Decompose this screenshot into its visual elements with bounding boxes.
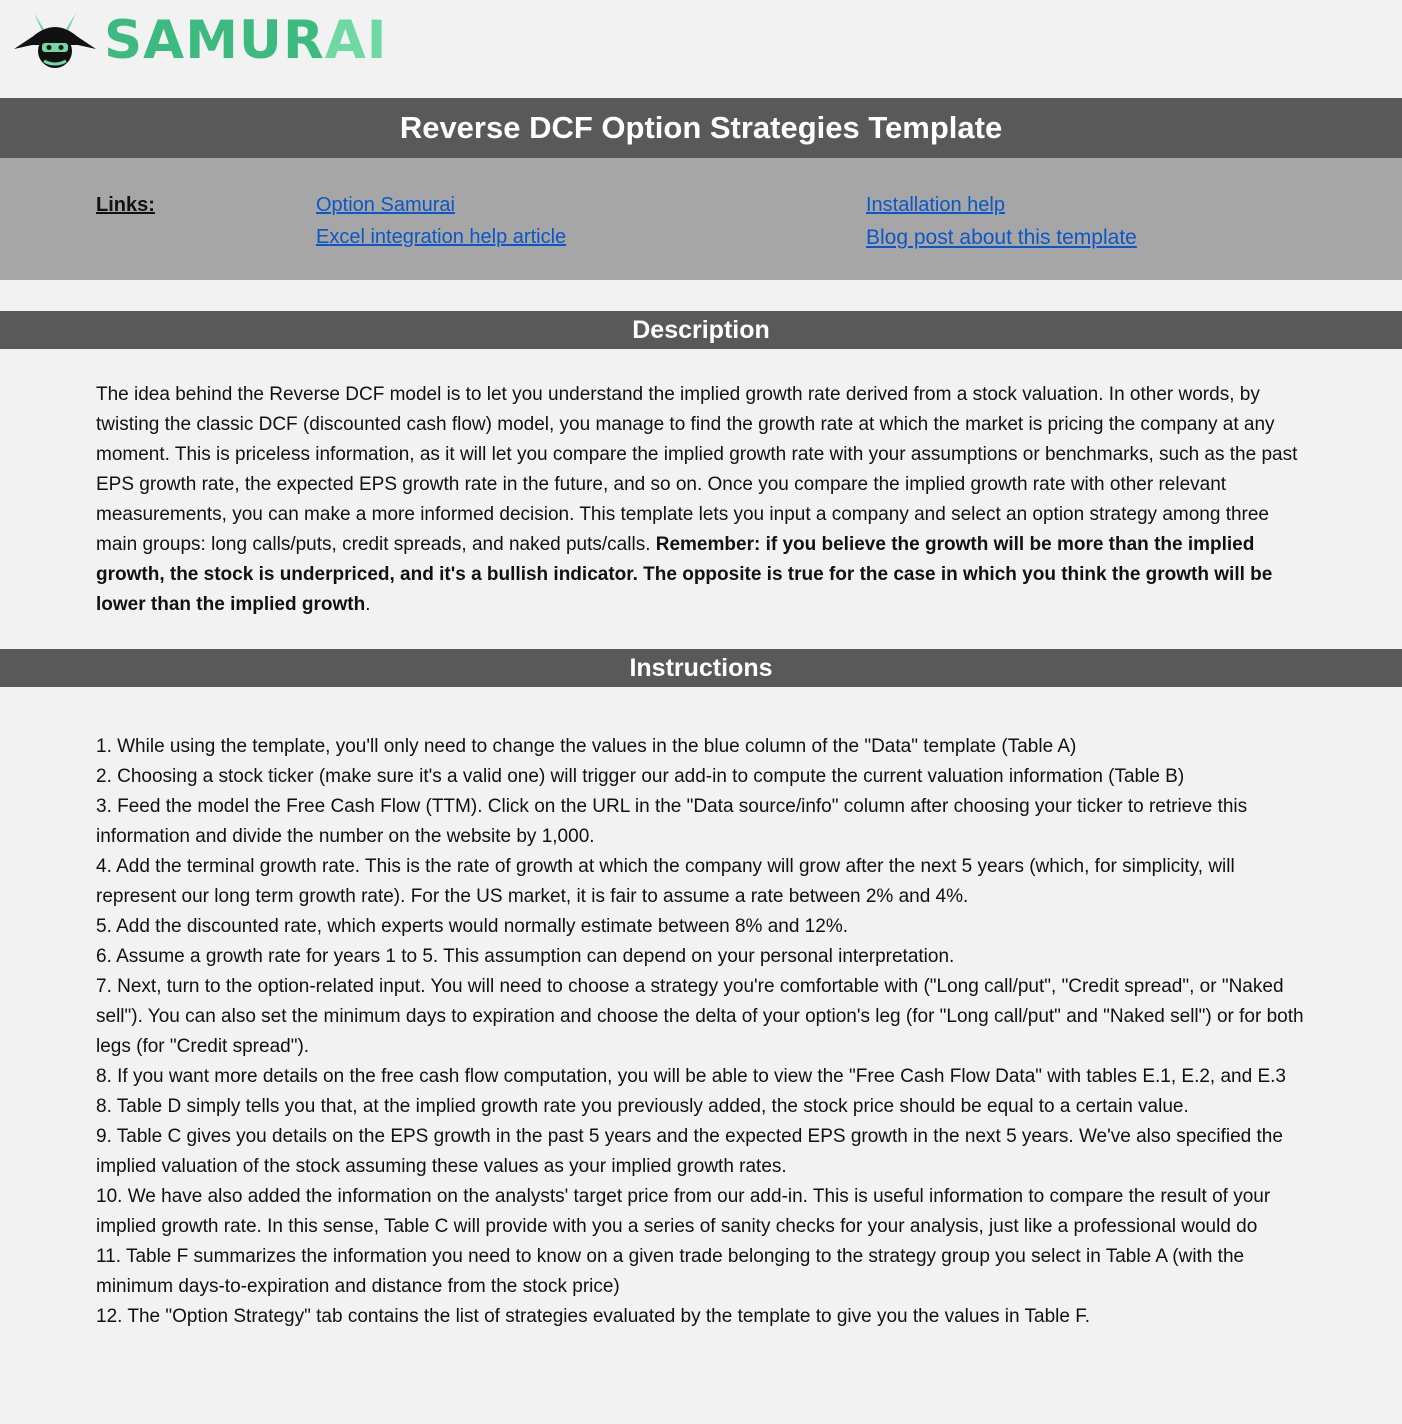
- installation-help-link[interactable]: Installation help: [866, 194, 1005, 216]
- instruction-item: 11. Table F summarizes the information you need to know on a given trade belonging to the strategy group you select in Table A (with the minimum days-to-expiration and distance from the stock price): [96, 1246, 1245, 1297]
- instructions-heading: Instructions: [0, 649, 1402, 687]
- option-samurai-link[interactable]: Option Samurai: [316, 194, 455, 216]
- excel-integration-help-link[interactable]: Excel integration help article: [316, 226, 567, 248]
- brand-logo: [12, 8, 388, 72]
- instruction-item: 2. Choosing a stock ticker (make sure it's a valid one) will trigger our add-in to compute the current valuation information (Table B): [96, 766, 1185, 787]
- instruction-item: 1. While using the template, you'll only need to change the values in the blue column of the "Data" template (Table A): [96, 736, 1077, 757]
- instruction-item: 10. We have also added the information on the analysts' target price from our add-in. This is useful information to compare the result of your implied growth rate. In this sense, Table C will provide with you a series of sanity checks for your analysis, just like a professional would do: [96, 1186, 1271, 1237]
- links-label: Links:: [96, 194, 155, 216]
- instruction-item: 8. Table D simply tells you that, at the implied growth rate you previously added, the stock price should be equal to a certain value.: [96, 1096, 1189, 1117]
- brand-name: SAMURAI: [104, 9, 388, 71]
- description-text: The idea behind the Reverse DCF model is to let you understand the implied growth rate derived from a stock valuation. In other words, by twisting the classic DCF (discounted cash flow) model, you manage to find the growth rate at which the market is pricing the company at any moment. This is priceless information, as it will let you compare the implied growth rate with your assumptions or benchmarks, such as the past EPS growth rate, the expected EPS growth rate in the future, and so on. Once you compare the implied growth rate with other relevant measurements, you can make a more informed decision. This template lets you input a company and select an option strategy among three main groups: long calls/puts, credit spreads, and naked puts/calls. Remember: if you believe the growth will be more than the implied growth, the stock is underpriced, and it's a bullish indicator. The opposite is true for the case in which you think the growth will be lower than the implied growth.: [96, 384, 1298, 615]
- samurai-helmet-icon: [12, 9, 98, 71]
- instruction-item: 4. Add the terminal growth rate. This is the rate of growth at which the company will grow after the next 5 years (which, for simplicity, will represent our long term growth rate). For the US market, it is fair to assume a rate between 2% and 4%.: [96, 856, 1235, 907]
- description-heading: Description: [0, 311, 1402, 349]
- instruction-item: 12. The "Option Strategy" tab contains the list of strategies evaluated by the template to give you the values in Table F.: [96, 1306, 1090, 1327]
- instruction-item: 7. Next, turn to the option-related input. You will need to choose a strategy you're comfortable with ("Long call/put", "Credit spread", or "Naked sell"). You can also set the minimum days to expiration and choose the delta of your option's leg (for "Long call/put" and "Naked sell") or for both legs (for "Credit spread").: [96, 976, 1304, 1057]
- description-bold-note: Remember: if you believe the growth will be more than the implied growth, the stock is underpriced, and it's a bullish indicator. The opposite is true for the case in which you think the growth will be lower than the implied growth: [96, 534, 1273, 615]
- page-title: Reverse DCF Option Strategies Template: [0, 98, 1402, 158]
- instruction-item: 5. Add the discounted rate, which experts would normally estimate between 8% and 12%.: [96, 916, 848, 937]
- instructions-list: [96, 732, 1306, 1332]
- links-section: [0, 158, 1402, 280]
- instruction-item: 3. Feed the model the Free Cash Flow (TTM). Click on the URL in the "Data source/info" column after choosing your ticker to retrieve this information and divide the number on the website by 1,000.: [96, 796, 1248, 847]
- instruction-item: 9. Table C gives you details on the EPS growth in the past 5 years and the expected EPS growth in the next 5 years. We've also specified the implied valuation of the stock assuming these values as your implied growth rates.: [96, 1126, 1283, 1177]
- blog-post-link[interactable]: Blog post about this template: [866, 226, 1137, 249]
- instruction-item: 6. Assume a growth rate for years 1 to 5. This assumption can depend on your personal interpretation.: [96, 946, 955, 967]
- instruction-item: 8. If you want more details on the free cash flow computation, you will be able to view the "Free Cash Flow Data" with tables E.1, E.2, and E.3: [96, 1066, 1286, 1087]
